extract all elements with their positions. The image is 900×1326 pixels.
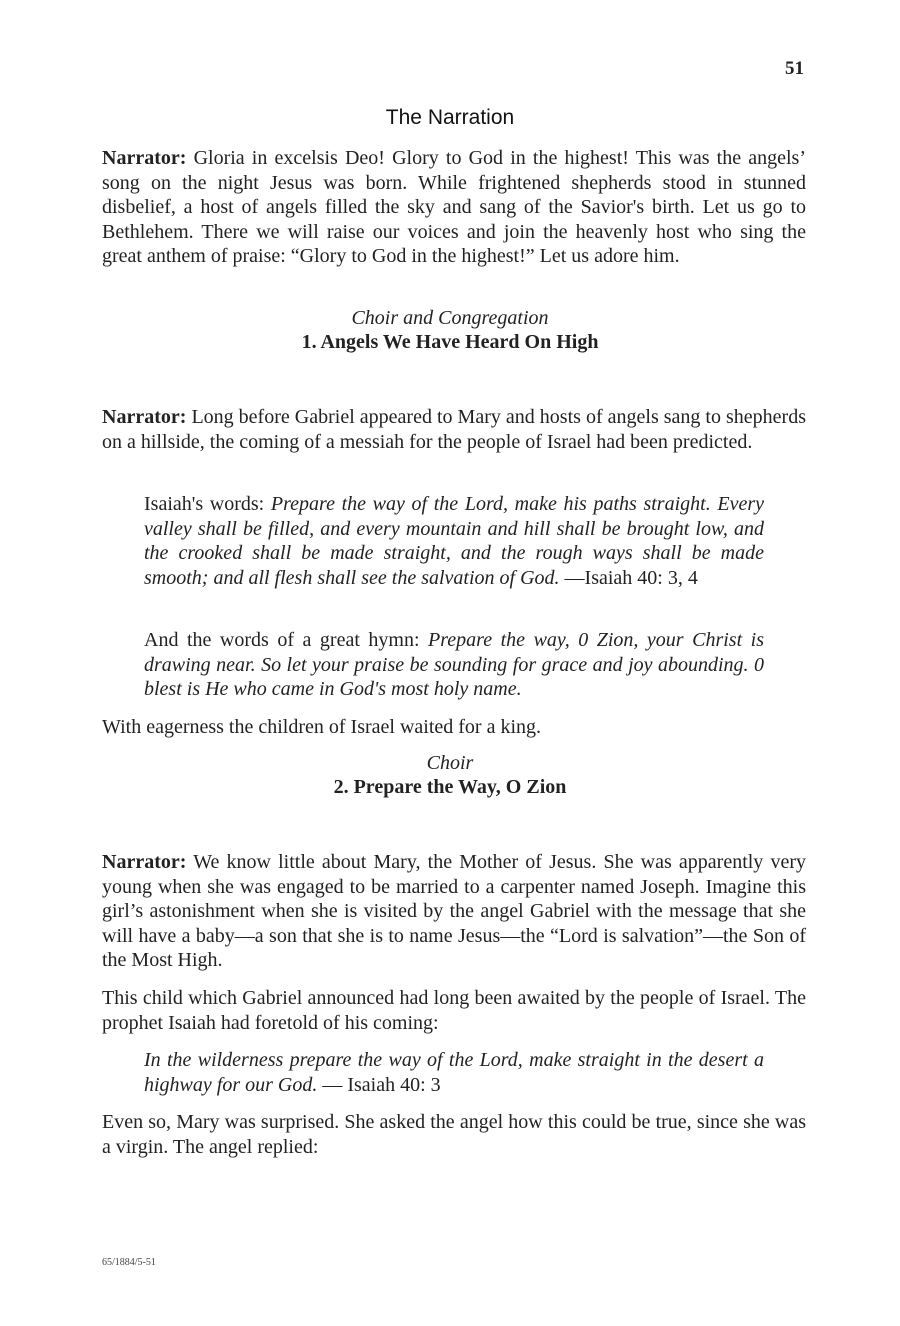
quote-text: In the wilderness prepare the way of the Lord, make straight in the desert a highway for our God.	[144, 1049, 764, 1096]
quote-reference: —Isaiah 40: 3, 4	[559, 566, 698, 589]
song-2-performers: Choir	[426, 752, 474, 774]
quote-text: Prepare the way of the Lord, make his paths straight. Every valley shall be filled, and every mountain and hill shall be brought low, and the crooked shall be made straight, and the rough ways shall be made smooth; and all flesh shall see the salvation of God.	[144, 493, 764, 589]
paragraph-text: We know little about Mary, the Mother of Jesus. She was apparently very young when she was engaged to be married to a carpenter named Joseph. Imagine this girl’s astonishment when she is visited by the angel Gabriel with the message that she will have a baby—a son that she is to name Jesus—the “Lord is salvation”—the Son of the Most High.	[102, 851, 807, 972]
isaiah-quote-1	[144, 492, 764, 590]
song-1-title: 1. Angels We Have Heard On High	[301, 331, 599, 353]
narration-paragraph-5: This child which Gabriel announced had long been awaited by the people of Israel. The prophet Isaiah had foretold of his coming:	[102, 987, 806, 1034]
quote-lead: Isaiah's words:	[144, 493, 271, 515]
narrator-label: Narrator:	[102, 147, 187, 169]
narration-paragraph-4	[102, 850, 806, 973]
song-1-performers: Choir and Congregation	[351, 307, 549, 329]
page-title: The Narration	[385, 106, 515, 129]
narration-paragraph-2	[102, 405, 806, 454]
isaiah-quote-2	[144, 1048, 764, 1097]
page-number: 51	[785, 58, 804, 79]
paragraph-text: Long before Gabriel appeared to Mary and hosts of angels sang to shepherds on a hillside, the coming of a messiah for the people of Israel had been predicted.	[102, 406, 806, 453]
footer-code: 65/1884/5-51	[102, 1257, 156, 1268]
narration-paragraph-1	[102, 146, 806, 269]
quote-reference: — Isaiah 40: 3	[317, 1073, 441, 1096]
song-2-title: 2. Prepare the Way, O Zion	[333, 776, 567, 798]
paragraph-text: Gloria in excelsis Deo! Glory to God in the highest! This was the angels’ song on the night Jesus was born. While frightened shepherds stood in stunned disbelief, a host of angels filled the sky and sang of the Savior's birth. Let us go to Bethlehem. There we will raise our voices and join the heavenly host who sing the great anthem of praise: “Glory to God in the highest!” Let us adore him.	[102, 147, 807, 268]
narration-paragraph-3: With eagerness the children of Israel waited for a king.	[102, 716, 542, 738]
narrator-label: Narrator:	[102, 406, 187, 428]
hymn-quote	[144, 628, 764, 702]
quote-lead: And the words of a great hymn:	[144, 629, 429, 651]
quote-text: Prepare the way, 0 Zion, your Christ is drawing near. So let your praise be sounding for grace and joy abounding. 0 blest is He who came in God's most holy name.	[144, 629, 764, 701]
narration-paragraph-6: Even so, Mary was surprised. She asked the angel how this could be true, since she was a virgin. The angel replied:	[102, 1111, 806, 1158]
narrator-label: Narrator:	[102, 851, 187, 873]
